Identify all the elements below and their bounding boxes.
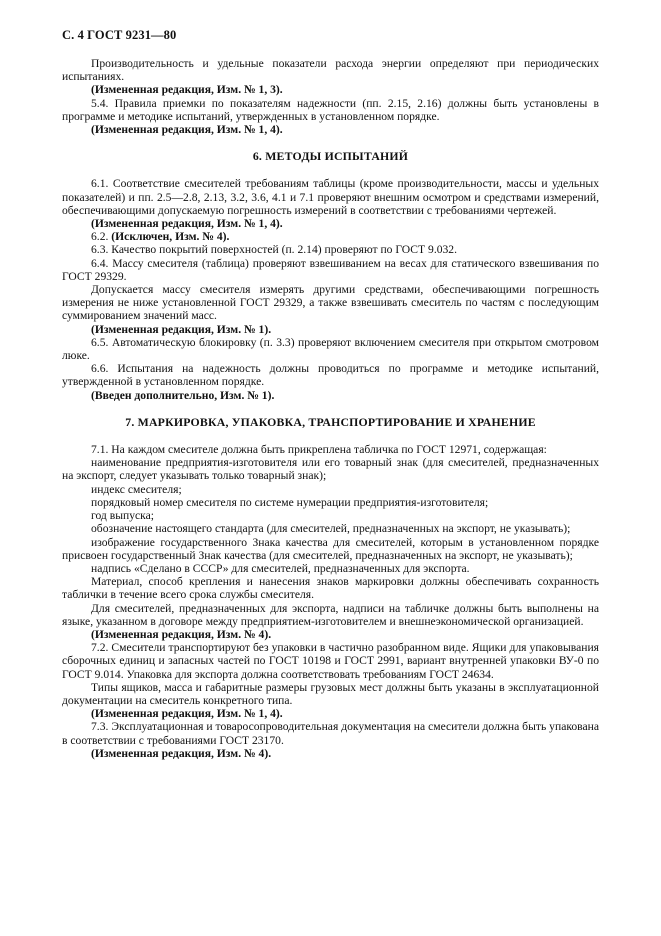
amendment-note: (Введен дополнительно, Изм. № 1). [91,388,275,402]
document-body [62,57,599,760]
clause-paragraph: 6.5. Автоматическую блокировку (п. 3.3) проверяют включением смесителя при открытом смотровом люке. [62,335,599,363]
amendment-note: (Исключен, Изм. № 4). [111,230,230,244]
clause-paragraph: 7.1. На каждом смесителе должна быть прикреплена табличка по ГОСТ 12971, содержащая: [91,443,547,457]
clause-paragraph: 5.4. Правила приемки по показателям надежности (пп. 2.15, 2.16) должны быть установлены в программе и методике испытаний, утвержденных в установленном порядке. [62,96,599,123]
clause-paragraph: Для смесителей, предназначенных для экспорта, надписи на табличке должны быть выполнены на языке, указанном в договоре между предприятием-изготовителем и внешнеэкономической организацией. [62,601,599,628]
clause-paragraph: изображение государственного Знака качества для смесителей, которым в установленном порядке присвоен государственный Знак качества (для смесителей, предназначенных на экспорт, не указывать); [62,535,599,562]
clause-paragraph [62,230,599,243]
section-7-title: 7. МАРКИРОВКА, УПАКОВКА, ТРАНСПОРТИРОВАНИЕ И ХРАНЕНИЕ [125,414,536,429]
clause-paragraph: 7.2. Смесители транспортируют без упаковки в частично разобранном виде. Ящики для упаковывания сборочных единиц и запасных частей по ГОСТ 10198 и ГОСТ 2991, вариант внутренней упаковки ВУ-0 по ГОСТ 9.014. Упаковка для экспорта должна соответствовать требованиям ГОСТ 24634. [62,641,599,681]
clause-number: 6.2. [91,230,112,244]
document-page [62,28,599,760]
clause-paragraph: обозначение настоящего стандарта (для смесителей, предназначенных на экспорт, не указывать); [91,522,571,536]
amendment-note: (Измененная редакция, Изм. № 4). [91,627,272,641]
clause-paragraph: Производительность и удельные показатели расхода энергии определяют при периодических испытаниях. [62,57,599,84]
clause-paragraph: Типы ящиков, масса и габаритные размеры грузовых мест должны быть указаны в эксплуатационной документации на смеситель конкретного типа. [62,680,599,707]
clause-paragraph: 7.3. Эксплуатационная и товаросопроводительная документация на смесители должна быть упакована в соответствии с требованиями ГОСТ 23170. [62,720,599,747]
clause-paragraph: индекс смесителя; [91,482,182,496]
section-7-body [62,443,599,760]
clause-paragraph: 6.1. Соответствие смесителей требованиям таблицы (кроме производительности, массы и удельных показателей) и пп. 2.5—2.8, 2.13, 3.2, 3.6, 4.1 и 7.1 проверяют внешним осмотром и средствами измерений, обеспечивающими допускаемую погрешность измерений в соответствии с требованиями чертежей. [62,177,599,217]
clause-paragraph: 6.3. Качество покрытий поверхностей (п. 2.14) проверяют по ГОСТ 9.032. [91,243,458,257]
clause-paragraph: Допускается массу смесителя измерять другими средствами, обеспечивающими погрешность измерения не ниже установленной ГОСТ 29329, а также взвешивать смеситель по частям с последующим суммированием значений масс. [62,283,599,323]
amendment-note: (Измененная редакция, Изм. № 1, 4). [91,217,283,231]
amendment-note: (Измененная редакция, Изм. № 1, 4). [91,123,283,137]
amendment-note: (Измененная редакция, Изм. № 1, 4). [91,707,283,721]
clause-paragraph: год выпуска; [91,509,154,523]
section-5-continuation [62,57,599,136]
section-6-title: 6. МЕТОДЫ ИСПЫТАНИЙ [252,149,409,164]
clause-paragraph: 6.4. Массу смесителя (таблица) проверяют взвешиванием на весах для статического взвешивания по ГОСТ 29329. [62,256,599,283]
clause-paragraph: надпись «Сделано в СССР» для смесителей, предназначенных для экспорта. [91,561,470,575]
clause-paragraph: Материал, способ крепления и нанесения знаков маркировки должны обеспечивать сохранность таблички в течение всего срока службы смесителя. [62,575,599,602]
clause-paragraph: наименование предприятия-изготовителя или его товарный знак (для смесителей, предназначенных на экспорт, следует указывать только товарный знак); [62,456,599,483]
running-head: С. 4 ГОСТ 9231—80 [62,28,177,42]
amendment-note: (Измененная редакция, Изм. № 1). [91,322,272,336]
amendment-note: (Измененная редакция, Изм. № 4). [91,746,272,760]
amendment-note: (Измененная редакция, Изм. № 1, 3). [91,83,283,97]
clause-paragraph: порядковый номер смесителя по системе нумерации предприятия-изготовителя; [91,495,489,509]
section-6-body [62,177,599,401]
clause-paragraph: 6.6. Испытания на надежность должны проводиться по программе и методике испытаний, утвержденной в установленном порядке. [62,362,599,389]
